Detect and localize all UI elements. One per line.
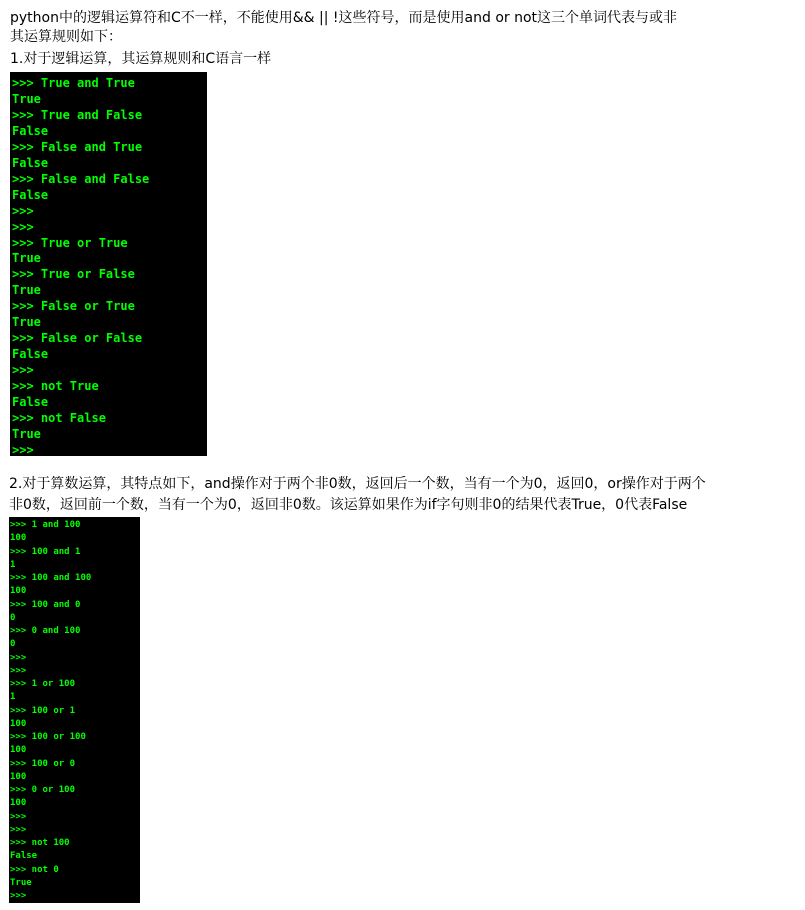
console-line: >>> not 0 [10, 864, 59, 875]
console-line: >>> [12, 203, 34, 218]
console-line: >>> [10, 665, 27, 676]
console-line: 100 [10, 586, 27, 597]
console-line: False [12, 187, 49, 202]
console-line: >>> 100 or 100 [10, 732, 86, 742]
console-line: >>> True or True [12, 235, 128, 250]
console-line: False [12, 123, 49, 138]
console-line: 1 [10, 692, 16, 703]
console-line: >>> True and False [12, 107, 143, 122]
console-line: False [10, 851, 38, 862]
section2-text-line-2: 非0数，返回前一个数，当有一个为0，返回非0数。该运算如果作为if字句则非0的结果代表True，0代表False [9, 497, 688, 513]
console-line: >>> [12, 363, 34, 378]
console-line: >>> [10, 652, 27, 663]
console-line: >>> 1 and 100 [10, 520, 81, 530]
console-line: >>> not 100 [10, 838, 70, 848]
console-line: >>> [12, 219, 34, 234]
console-line: >>> 0 or 100 [10, 785, 76, 795]
section1-heading: 1.对于逻辑运算，其运算规则和C语言一样 [10, 51, 272, 67]
console-line: 0 [10, 639, 16, 650]
logic-console-screenshot [10, 72, 207, 456]
console-line: 1 [10, 559, 16, 570]
console-line: >>> 1 or 100 [10, 679, 76, 689]
console-line: >>> True and True [12, 76, 135, 90]
console-line: False [12, 155, 49, 170]
console-line: True [12, 426, 41, 441]
console-line: 100 [10, 798, 27, 809]
console-line: >>> False and False [12, 171, 150, 186]
console-line: True [12, 315, 41, 330]
console-line: True [12, 91, 41, 106]
console-line: False [12, 395, 49, 410]
console-line: >>> 0 and 100 [10, 626, 81, 636]
console-line: >>> 100 or 1 [10, 705, 76, 716]
console-line: >>> 100 and 0 [10, 599, 81, 610]
console-line: 0 [10, 612, 16, 623]
console-line: True [12, 251, 41, 266]
console-line: >>> True or False [12, 267, 135, 282]
intro-text-line-2: 其运算规则如下： [10, 29, 122, 45]
console-line: >>> not True [12, 379, 99, 394]
console-line: >>> not False [12, 411, 106, 426]
console-line: >>> False or True [12, 299, 135, 314]
console-line: >>> [10, 811, 27, 822]
console-line: >>> [12, 442, 34, 456]
console-line: >>> [10, 891, 27, 901]
console-line: 100 [10, 771, 27, 782]
console-line: >>> 100 and 100 [10, 573, 92, 583]
console-line: >>> [10, 824, 27, 835]
console-line: >>> False and True [12, 139, 143, 154]
console-line: >>> 100 or 0 [10, 758, 76, 769]
arithmetic-console-screenshot [9, 517, 140, 903]
console-line: False [12, 347, 49, 362]
console-line: True [12, 283, 41, 298]
console-line: >>> 100 and 1 [10, 546, 81, 557]
intro-text-line-1: python中的逻辑运算符和C不一样，不能使用&& || !这些符号，而是使用and or not这三个单词代表与或非 [10, 10, 678, 26]
console-line: 100 [10, 718, 27, 729]
console-line: 100 [10, 533, 27, 544]
console-line: True [10, 877, 32, 888]
section2-text-line-1: 2.对于算数运算，其特点如下，and操作对于两个非0数，返回后一个数，当有一个为0，返回0，or操作对于两个 [9, 476, 706, 492]
console-line: 100 [10, 745, 27, 756]
console-line: >>> False or False [12, 331, 143, 346]
